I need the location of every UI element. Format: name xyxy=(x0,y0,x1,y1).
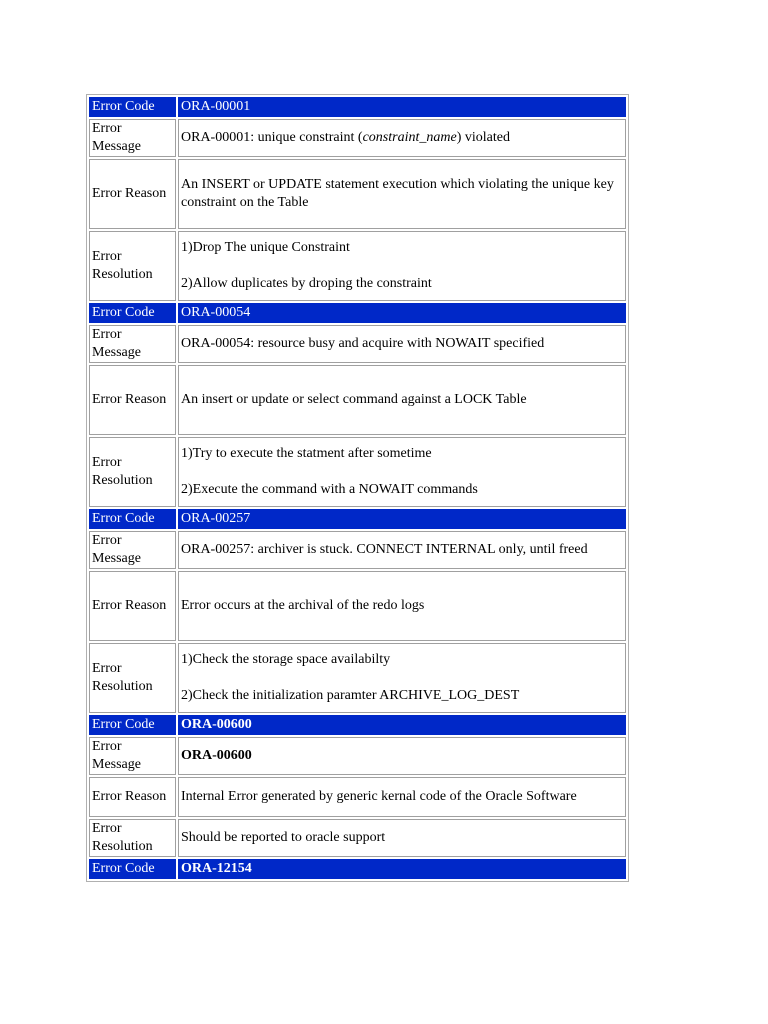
error-code-value: ORA-12154 xyxy=(178,859,626,879)
error-message-value: ORA-00257: archiver is stuck. CONNECT INTERNAL only, until freed xyxy=(178,531,626,569)
error-message-value: ORA-00600 xyxy=(178,737,626,775)
error-code-label: Error Code xyxy=(89,303,176,323)
error-code-row xyxy=(89,509,626,529)
error-resolution-label: Error Resolution xyxy=(89,437,176,507)
error-code-value: ORA-00600 xyxy=(178,715,626,735)
error-resolution-label: Error Resolution xyxy=(89,643,176,713)
error-code-row xyxy=(89,303,626,323)
error-message-row xyxy=(89,737,626,775)
error-message-value: ORA-00001: unique constraint (constraint_name) violated xyxy=(178,119,626,157)
error-reason-value: Error occurs at the archival of the redo logs xyxy=(178,571,626,641)
error-resolution-row xyxy=(89,437,626,507)
error-reason-row xyxy=(89,571,626,641)
error-code-value: ORA-00257 xyxy=(178,509,626,529)
error-reason-label: Error Reason xyxy=(89,777,176,817)
error-message-row xyxy=(89,531,626,569)
error-reason-row xyxy=(89,365,626,435)
error-message-row xyxy=(89,325,626,363)
error-reason-label: Error Reason xyxy=(89,571,176,641)
error-message-value: ORA-00054: resource busy and acquire with NOWAIT specified xyxy=(178,325,626,363)
error-reason-value: An insert or update or select command against a LOCK Table xyxy=(178,365,626,435)
error-code-value: ORA-00001 xyxy=(178,97,626,117)
error-reason-label: Error Reason xyxy=(89,159,176,229)
error-code-table xyxy=(86,94,629,882)
error-code-label: Error Code xyxy=(89,509,176,529)
error-resolution-value xyxy=(178,437,626,507)
error-code-row xyxy=(89,859,626,879)
error-resolution-value xyxy=(178,231,626,301)
error-code-label: Error Code xyxy=(89,97,176,117)
error-code-row xyxy=(89,715,626,735)
error-resolution-value: Should be reported to oracle support xyxy=(178,819,626,857)
error-code-row xyxy=(89,97,626,117)
error-message-label: Error Message xyxy=(89,119,176,157)
error-reason-row xyxy=(89,159,626,229)
constraint-name-placeholder: constraint_name xyxy=(362,130,457,145)
error-reason-value: Internal Error generated by generic kernal code of the Oracle Software xyxy=(178,777,626,817)
error-code-value: ORA-00054 xyxy=(178,303,626,323)
resolution-step: 2)Check the initialization paramter ARCHIVE_LOG_DEST xyxy=(181,688,520,703)
error-reason-label: Error Reason xyxy=(89,365,176,435)
error-resolution-value xyxy=(178,643,626,713)
error-resolution-row xyxy=(89,643,626,713)
resolution-step: 1)Try to execute the statment after sometime xyxy=(181,446,432,461)
error-message-label: Error Message xyxy=(89,325,176,363)
error-code-label: Error Code xyxy=(89,715,176,735)
resolution-step: 2)Allow duplicates by droping the constraint xyxy=(181,276,432,291)
error-resolution-label: Error Resolution xyxy=(89,819,176,857)
resolution-step: 1)Check the storage space availabilty xyxy=(181,652,391,667)
error-resolution-row xyxy=(89,819,626,857)
error-message-label: Error Message xyxy=(89,737,176,775)
resolution-step: 2)Execute the command with a NOWAIT commands xyxy=(181,482,478,497)
error-resolution-row xyxy=(89,231,626,301)
error-message-label: Error Message xyxy=(89,531,176,569)
error-resolution-label: Error Resolution xyxy=(89,231,176,301)
error-code-sheet xyxy=(86,94,629,882)
resolution-step: 1)Drop The unique Constraint xyxy=(181,240,350,255)
error-code-label: Error Code xyxy=(89,859,176,879)
error-reason-value: An INSERT or UPDATE statement execution which violating the unique key constraint on the Table xyxy=(178,159,626,229)
error-message-row xyxy=(89,119,626,157)
error-reason-row xyxy=(89,777,626,817)
